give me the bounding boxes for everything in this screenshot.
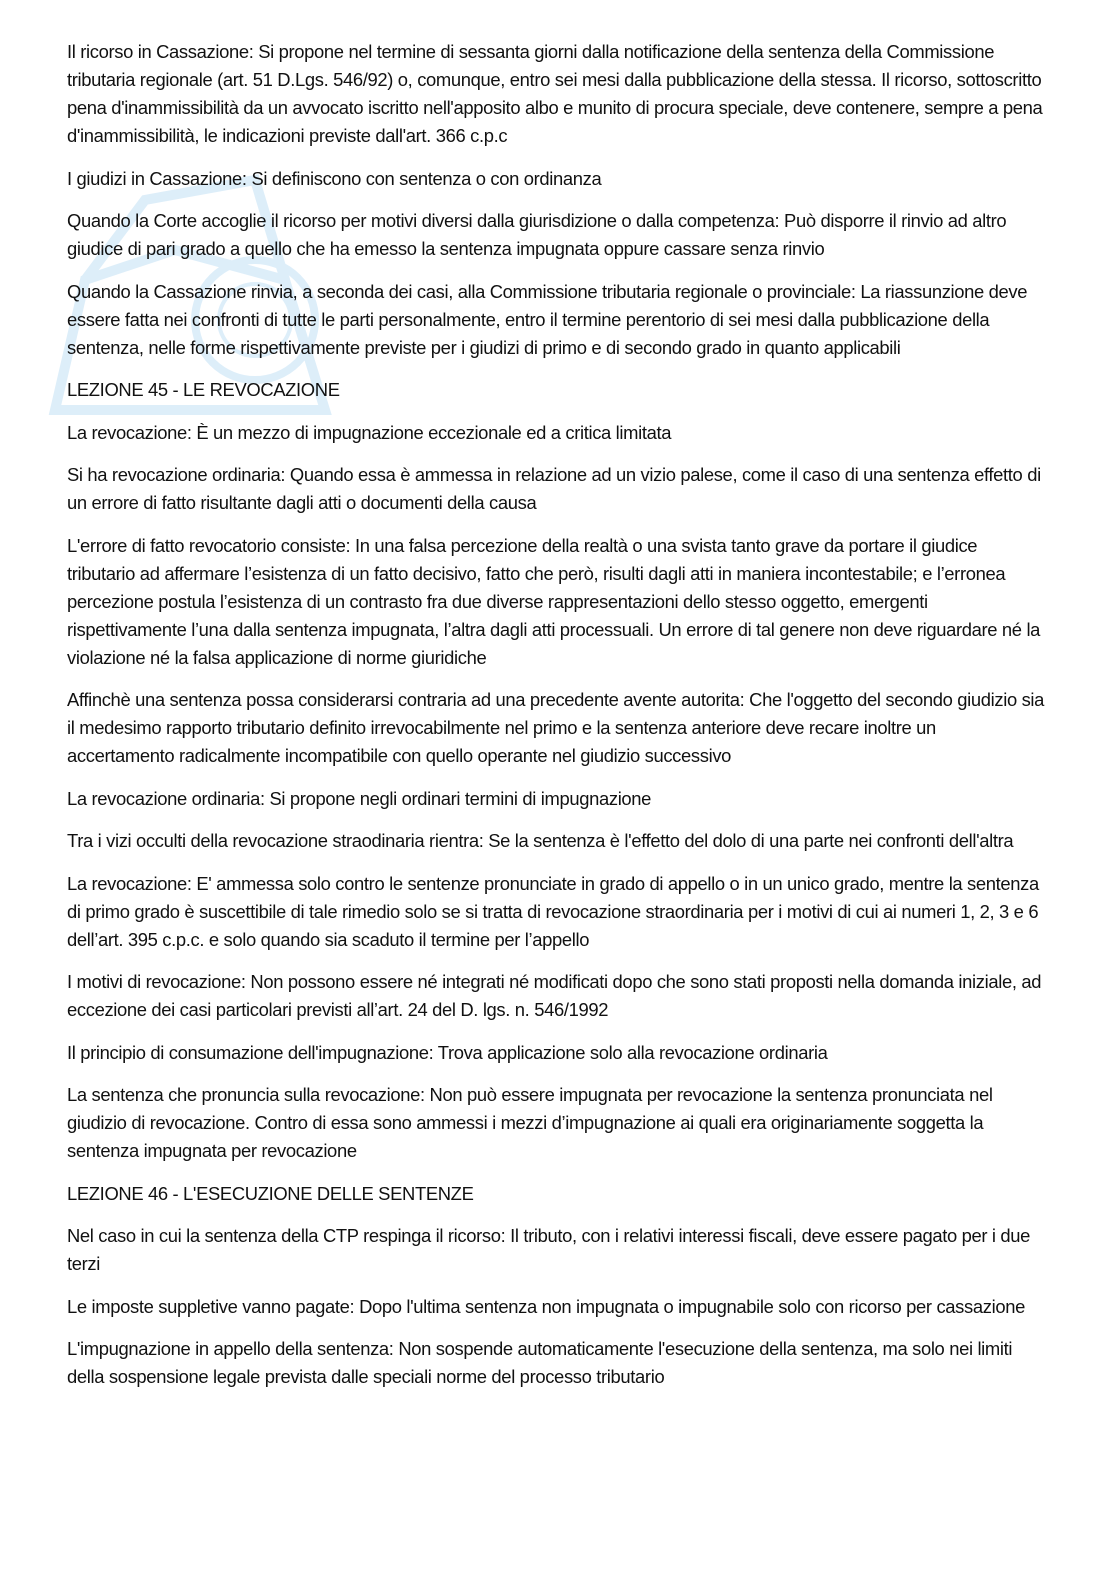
paragraph: Si ha revocazione ordinaria: Quando essa è ammessa in relazione ad un vizio palese, come il caso di una sentenza effetto di un errore di fatto risultante dagli atti o documenti della causa <box>67 464 1041 513</box>
paragraph: Il ricorso in Cassazione: Si propone nel termine di sessanta giorni dalla notificazione della sentenza della Commissione tributaria regionale (art. 51 D.Lgs. 546/92) o, comunque, entro sei mesi dalla pubblicazione della stessa. Il ricorso, sottoscritto pena d'inammissibilità da un avvocato iscritto nell'apposito albo e munito di procura speciale, deve contenere, sempre a pena d'inammissibilità, le indicazioni previste dall'art. 366 c.p.c <box>67 41 1043 146</box>
document-page <box>67 38 1047 1406</box>
paragraph: Il principio di consumazione dell'impugnazione: Trova applicazione solo alla revocazione ordinaria <box>67 1041 828 1063</box>
paragraph: L'errore di fatto revocatorio consiste: In una falsa percezione della realtà o una svista tanto grave da portare il giudice tributario ad affermare l’esistenza di un fatto decisivo, fatto che però, risulti dagli atti in maniera incontestabile; e l’erronea percezione postula l’esistenza di un contrasto fra due diverse rappresentazioni dello stesso oggetto, emergenti rispettivamente l’una dalla sentenza impugnata, l’altra dagli atti processuali. Un errore di tal genere non deve riguardare né la violazione né la falsa applicazione di norme giuridiche <box>67 534 1041 668</box>
paragraph: I giudizi in Cassazione: Si definiscono con sentenza o con ordinanza <box>67 167 602 189</box>
paragraph: La revocazione ordinaria: Si propone negli ordinari termini di impugnazione <box>67 787 652 809</box>
paragraph: Tra i vizi occulti della revocazione straodinaria rientra: Se la sentenza è l'effetto del dolo di una parte nei confronti dell'altra <box>67 830 1014 851</box>
paragraph: L'impugnazione in appello della sentenza: Non sospende automaticamente l'esecuzione della sentenza, ma solo nei limiti della sospensione legale prevista dalle speciali norme del processo tributario <box>67 1338 1013 1387</box>
paragraph: Le imposte suppletive vanno pagate: Dopo l'ultima sentenza non impugnata o impugnabile solo con ricorso per cassazione <box>67 1295 1025 1317</box>
section-heading: LEZIONE 46 - L'ESECUZIONE DELLE SENTENZE <box>67 1182 474 1204</box>
paragraph: Nel caso in cui la sentenza della CTP respinga il ricorso: Il tributo, con i relativi interessi fiscali, deve essere pagato per i due terzi <box>67 1225 1031 1274</box>
paragraph: La revocazione: È un mezzo di impugnazione eccezionale ed a critica limitata <box>67 421 672 443</box>
paragraph: Affinchè una sentenza possa considerarsi contraria ad una precedente avente autorita: Che l'oggetto del secondo giudizio sia il medesimo rapporto tributario definito irrevocabilmente nel primo e la sentenza anteriore deve recare inoltre un accertamento radicalmente incompatibile con quello operante nel giudizio successivo <box>67 689 1045 766</box>
paragraph: La revocazione: E' ammessa solo contro le sentenze pronunciate in grado di appello o in un unico grado, mentre la sentenza di primo grado è suscettibile di tale rimedio solo se si tratta di revocazione straordinaria per i motivi di cui ai numeri 1, 2, 3 e 6 dell’art. 395 c.p.c. e solo quando sia scaduto il termine per l’appello <box>67 872 1039 950</box>
paragraph: La sentenza che pronuncia sulla revocazione: Non può essere impugnata per revocazione la sentenza pronunciata nel giudizio di revocazione. Contro di essa sono ammessi i mezzi d’impugnazione ai quali era originariamente soggetta la sentenza impugnata per revocazione <box>67 1084 993 1161</box>
section-heading: LEZIONE 45 - LE REVOCAZIONE <box>67 379 340 400</box>
paragraph: Quando la Cassazione rinvia, a seconda dei casi, alla Commissione tributaria regionale o provinciale: La riassunzione deve essere fatta nei confronti di tutte le parti personalmente, entro il termine perentorio di sei mesi dalla pubblicazione della sentenza, nelle forme rispettivamente previste per i giudizi di primo e di secondo grado in quanto applicabili <box>67 280 1028 358</box>
paragraph: I motivi di revocazione: Non possono essere né integrati né modificati dopo che sono stati proposti nella domanda iniziale, ad eccezione dei casi particolari previsti all’art. 24 del D. lgs. n. 546/1992 <box>67 971 1042 1020</box>
paragraph: Quando la Corte accoglie il ricorso per motivi diversi dalla giurisdizione o dalla competenza: Può disporre il rinvio ad altro giudice di pari grado a quello che ha emesso la sentenza impugnata oppure cassare senza rinvio <box>67 210 1007 259</box>
